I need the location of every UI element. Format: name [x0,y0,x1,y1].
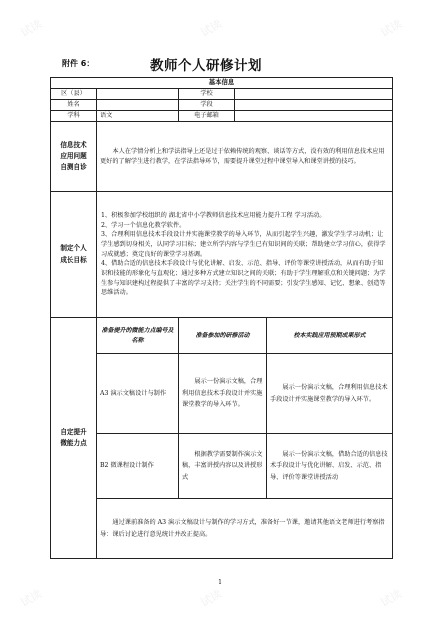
watermark: 试读 [198,587,225,610]
growth-item: 2、学习一个信息化教学软件。 [101,221,186,229]
problem-text: 本人在学情分析上和学法指导上还是过于依赖传统的观察、谈话等方式，没有效的利用信息技术应用更好的了解学生进行教学，在学法指导环节，需要提升课堂过程中课堂导入和课堂讲授的技巧。 [97,122,393,192]
email-value [235,111,393,122]
subject-label: 学科 [51,111,97,122]
page-title: 教师个人研修计划 [150,58,262,74]
watermark: 试读 [18,17,45,40]
growth-section-label: 制定个人 成长目标 [51,192,97,318]
plan-table [50,77,393,559]
page-header [0,54,440,74]
school-value [235,89,393,100]
name-value [97,100,179,111]
points-summary: 通过课前准备的 A3 演示文稿设计与制作的学习方式，准备好一节课，邀请其他语文老师进行考察指导：课后讨论进行意见统计并改正提高。 [97,499,393,559]
col-header-outcome: 校本实践应用预期成果形式 [267,318,393,354]
annex-label: 附件 6： [62,59,95,68]
growth-item: 3、合理利用信息技术手段设计并实施课堂教学的导入环节，从而引起学生兴趣，激发学生学习动机；让学生感到切身相关，认同学习目标；建立所学内容与学生已有知识间的关联；帮助建立学习信心，获得学习成就感；奠定良好的课堂学习基调。 [101,231,386,258]
col-header-points: 准备提升的微能力点编号及名称 [97,318,179,354]
school-label: 学校 [179,89,235,100]
point-outcome: 展示一份演示文稿，合理利用信息技术手段设计并实施课堂教学的导入环节。 [267,354,393,434]
point-outcome: 展示一份演示文稿，借助合适的信息技术手段设计与优化讲解、启发、示范、指导、评价等课堂讲授活动 [267,434,393,499]
name-label: 姓名 [51,100,97,111]
page-number: 1 [218,579,222,586]
basic-info-heading: 基本信息 [51,78,393,89]
points-section-label: 自定提升 微能力点 [51,318,97,559]
growth-item: 4、借助合适的信息技术手段设计与优化讲解、启发、示范、指导、评价等课堂讲授活动，从而有助于知识和技能的形象化与直观化；通过多种方式建立知识之间的关联；有助于学生理解重点和关键问题；为学生参与知识建构过程提供了丰富的学习支持；关注学生的不同需要；引发学生感知、记忆、想象、创造等思维活动。 [101,260,386,297]
growth-item: 1、积极参加学校组织的 湖北省中小学教师信息技术应用能力提升工程 学习活动。 [101,212,326,220]
col-header-activity: 准备参加的研修活动 [179,318,267,354]
point-activity: 展示一份演示文稿，合理利用信息技术手段设计并实施课堂教学的导入环节。 [179,354,267,434]
district-value [97,89,179,100]
point-name: B2 微课程设计制作 [97,434,179,499]
point-name: A3 演示文稿设计与制作 [97,354,179,434]
district-label: 区（县） [51,89,97,100]
subject-value: 语文 [97,111,179,122]
watermark: 试读 [18,587,45,610]
point-activity: 根据教学需要制作演示文稿，丰富讲授内容以及讲授形式 [179,434,267,499]
problem-section-label: 信息技术 应用问题 自测自诊 [51,122,97,192]
stage-label: 学段 [179,100,235,111]
growth-goals [97,192,393,318]
email-label: 电子邮箱 [179,111,235,122]
stage-value [235,100,393,111]
watermark: 试读 [378,17,405,40]
watermark: 试读 [378,587,405,610]
watermark: 试读 [198,17,225,40]
